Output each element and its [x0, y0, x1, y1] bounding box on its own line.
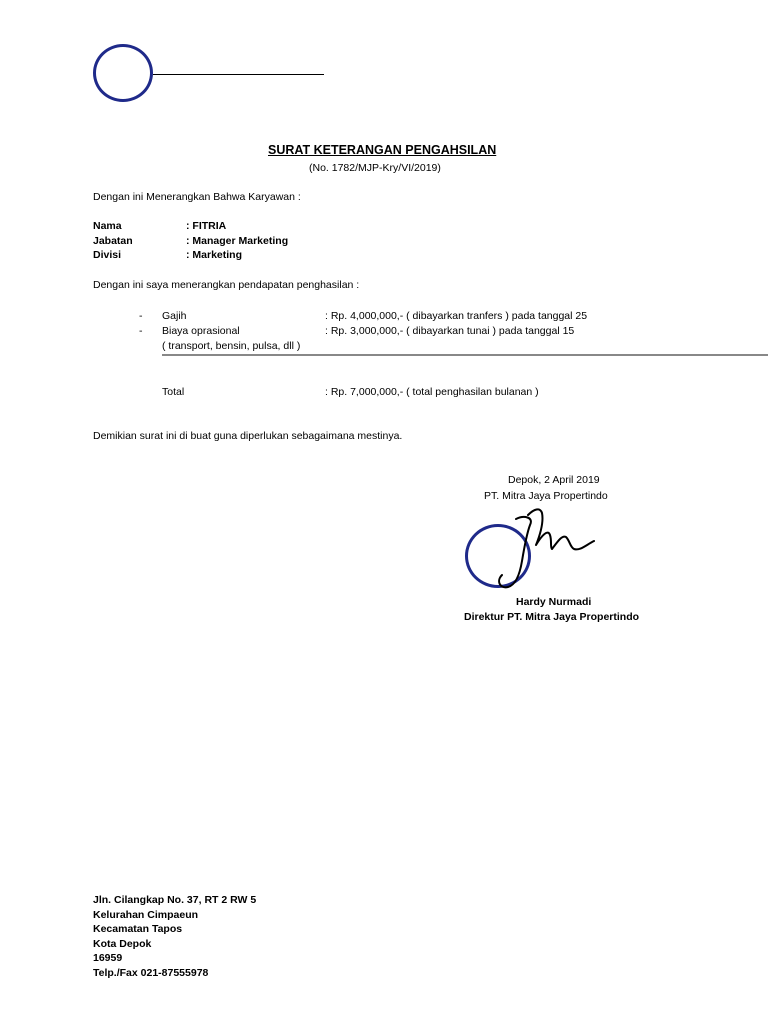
address-line: Jln. Cilangkap No. 37, RT 2 RW 5 [93, 894, 257, 906]
closing-text: Demikian surat ini di buat guna diperlukan sebagaimana mestinya. [93, 430, 403, 442]
income-item-label: Gajih [162, 310, 187, 322]
place-date: Depok, 2 April 2019 [508, 474, 600, 486]
signature-company: PT. Mitra Jaya Propertindo [484, 490, 608, 502]
handwritten-signature-icon [490, 505, 620, 595]
address-line: 16959 [93, 952, 123, 965]
income-item-value: : Rp. 4,000,000,- ( dibayarkan tranfers ) pada tanggal 25 [325, 310, 588, 322]
total-value: : Rp. 7,000,000,- ( total penghasilan bulanan ) [325, 386, 539, 398]
name-value: : FITRIA [186, 220, 227, 232]
header-rule [153, 74, 324, 75]
address-line: Kota Depok [93, 937, 152, 950]
income-item-label: Biaya oprasional [162, 325, 240, 337]
income-item-bullet: - [139, 325, 143, 337]
intro-text: Dengan ini Menerangkan Bahwa Karyawan : [93, 191, 301, 203]
footer-address [93, 893, 256, 981]
position-value: : Manager Marketing [186, 235, 289, 247]
letter-title: SURAT KETERANGAN PENGAHSILAN [268, 143, 497, 157]
income-item-note: ( transport, bensin, pulsa, dll ) [162, 340, 301, 352]
division-label: Divisi [93, 249, 122, 261]
address-line: Kecamatan Tapos [93, 923, 183, 936]
income-item-value: : Rp. 3,000,000,- ( dibayarkan tunai ) pada tanggal 15 [325, 325, 575, 337]
letter-number: (No. 1782/MJP-Kry/VI/2019) [309, 162, 441, 174]
company-logo-icon [93, 44, 153, 102]
division-value: : Marketing [186, 249, 243, 261]
address-line: Kelurahan Cimpaeun [93, 908, 199, 921]
address-line: Telp./Fax 021-87555978 [93, 966, 209, 979]
income-intro: Dengan ini saya menerangkan pendapatan penghasilan : [93, 279, 360, 291]
income-item-bullet: - [139, 310, 143, 322]
signer-name: Hardy Nurmadi [516, 596, 592, 608]
sum-divider [162, 354, 768, 356]
name-label: Nama [93, 220, 122, 232]
total-label: Total [162, 386, 185, 398]
signer-title: Direktur PT. Mitra Jaya Propertindo [464, 611, 640, 623]
position-label: Jabatan [93, 235, 133, 247]
